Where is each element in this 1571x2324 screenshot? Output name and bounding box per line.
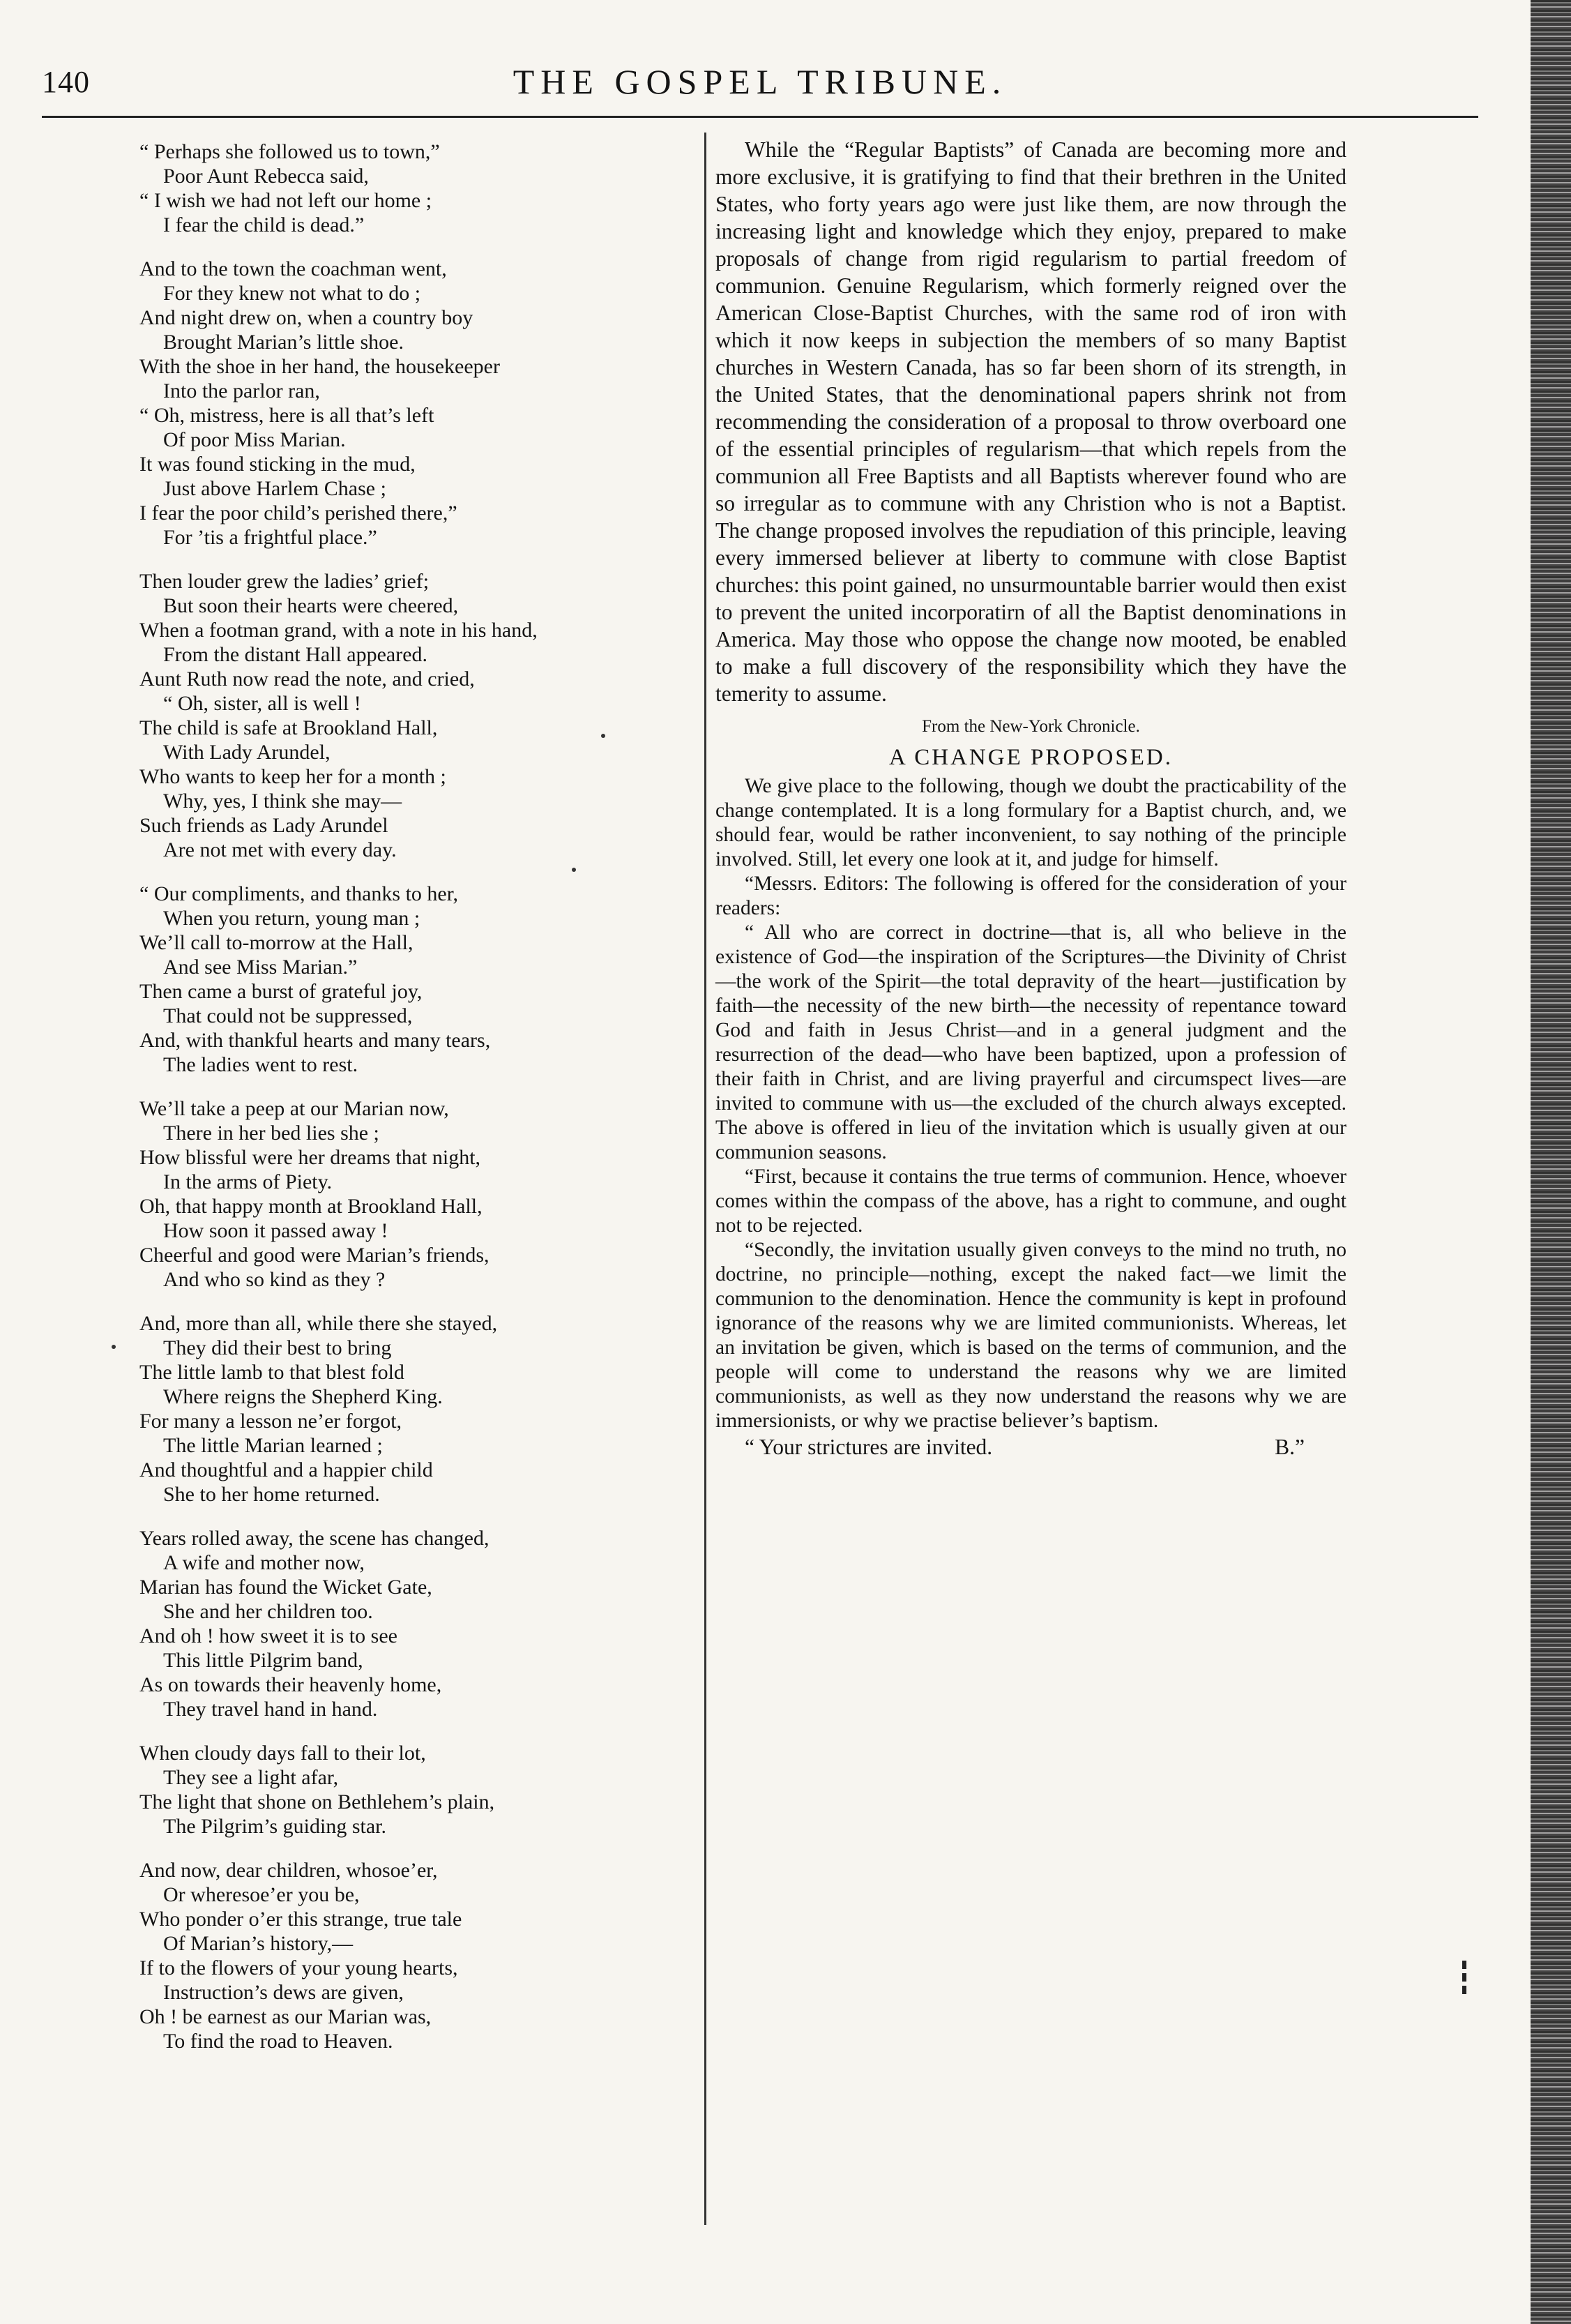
source-line: From the New-York Chronicle. [922,717,1140,736]
poem-line: The light that shone on Bethlehem’s plain, [139,1790,495,1813]
poem-line: This little Pilgrim band, [163,1649,363,1672]
poem-line: She and her children too. [163,1600,373,1623]
poem-line: And, with thankful hearts and many tears, [139,1029,491,1052]
poem-line: The child is safe at Brookland Hall, [139,716,438,739]
poem-line: Are not met with every day. [163,838,397,861]
poem-column [139,139,690,2073]
article-headline: A CHANGE PROPOSED. [889,745,1173,770]
article-paragraph: “First, because it contains the true terms of communion. Hence, whoever comes within the compass of the above, has a right to commune, and ought not to be rejected. [715,1165,1346,1237]
poem-line: The ladies went to rest. [163,1053,358,1076]
poem-line: Or wheresoe’er you be, [163,1883,360,1906]
poem-line: She to her home returned. [163,1483,380,1506]
closing-row [715,1433,1346,1461]
poem-line: Just above Harlem Chase ; [163,477,386,500]
poem-line: When you return, young man ; [163,907,420,930]
poem-line: How blissful were her dreams that night, [139,1146,481,1169]
poem-line: And to the town the coachman went, [139,257,447,280]
poem-line: The little Marian learned ; [163,1434,383,1457]
closing-line: “ Your strictures are invited. [745,1435,993,1459]
poem-line: From the distant Hall appeared. [163,643,428,666]
poem-line: I fear the poor child’s perished there,” [139,501,457,525]
print-speck [112,1345,116,1349]
poem-line: Cheerful and good were Marian’s friends, [139,1244,489,1267]
poem-stanza [139,569,690,862]
poem-line: The Pilgrim’s guiding star. [163,1815,386,1838]
poem-line: And who so kind as they ? [163,1268,386,1291]
article-body [715,774,1346,1433]
poem-line: We’ll take a peep at our Marian now, [139,1097,449,1120]
poem-line: I fear the child is dead.” [163,213,365,236]
poem-line: And see Miss Marian.” [163,956,358,979]
poem-line: “ Perhaps she followed us to town,” [139,140,440,163]
poem-stanza [139,882,690,1077]
poem-line: It was found sticking in the mud, [139,453,416,476]
newspaper-title: THE GOSPEL TRIBUNE. [513,62,1008,101]
poem-line: They see a light afar, [163,1766,339,1789]
signature: B.” [1275,1435,1305,1459]
poem-stanza [139,1526,690,1721]
column-divider [704,133,706,2225]
poem-line: Of Marian’s history,— [163,1932,354,1955]
article-paragraph: We give place to the following, though we doubt the practicability of the change contemplated. It is a long formulary for a Baptist church, and, we should fear, would be rather inconvenient, to say nothing of the principle involved. Still, let every one look at it, and judge for himself. [715,775,1346,870]
poem-line: Such friends as Lady Arundel [139,814,388,837]
header-rule [42,116,1478,118]
poem-line: As on towards their heavenly home, [139,1673,442,1696]
poem-line: That could not be suppressed, [163,1004,413,1027]
article-paragraph: “Secondly, the invitation usually given conveys to the mind no truth, no doctrine, no principle—nothing, except the naked fact—we limit the communion to the denomination. Hence the community is kept in profound ignorance of the reasons why we are limited communionists. Whereas, let an invitation be given, which is based on the terms of communion, and the people will come to understand the reasons why we are limited communionists, as well as they now understand the reasons why we are immersionists, or why we practise believer’s baptism. [715,1239,1346,1432]
poem-stanza [139,257,690,550]
poem-line: Why, yes, I think she may— [163,790,402,813]
scanned-page-edge [1531,0,1571,2324]
poem-line: For many a lesson ne’er forgot, [139,1410,402,1433]
poem-line: A wife and mother now, [163,1551,365,1574]
poem-line: Oh, that happy month at Brookland Hall, [139,1195,483,1218]
poem-stanza [139,1858,690,2053]
article-paragraph: “ All who are correct in doctrine—that is, all who believe in the existence of God—the inspiration of the Scriptures—the Divinity of Christ—the work of the Spirit—the total depravity of the heart—justification by faith—the necessity of the new birth—the necessity of repentance toward God and faith in Jesus Christ—and in a general judgment and the resurrection of the dead—who have been baptized, upon a profession of their faith in Christ, and are living prayerful and circumspect lives—are invited to commune with us—the excluded of the church always excepted. The above is offered in lieu of the invitation which is usually given at our communion seasons. [715,921,1346,1163]
poem-line: For they knew not what to do ; [163,282,421,305]
poem-line: In the arms of Piety. [163,1170,333,1193]
poem-line: Where reigns the Shepherd King. [163,1385,443,1408]
poem-line: Poor Aunt Rebecca said, [163,165,369,188]
poem-line: When cloudy days fall to their lot, [139,1742,426,1765]
poem-line: Then louder grew the ladies’ grief; [139,570,430,593]
poem-line: “ I wish we had not left our home ; [139,189,432,212]
poem-line: How soon it passed away ! [163,1219,388,1242]
poem-line: The little lamb to that blest fold [139,1361,404,1384]
poem-line: “ Oh, sister, all is well ! [163,692,361,715]
poem-line: With the shoe in her hand, the housekeeper [139,355,500,378]
poem-line: For ’tis a frightful place.” [163,526,377,549]
poem-line: Then came a burst of grateful joy, [139,980,423,1003]
poem-line: “ Oh, mistress, here is all that’s left [139,404,434,427]
intro-paragraph: While the “Regular Baptists” of Canada are becoming more and more exclusive, it is gratifying to find that their brethren in the United States, who forty years ago were just like them, are now through the increasing light and knowledge which they enjoy, prepared to make proposals of change from rigid regularism to partial freedom of communion. Genuine Regularism, which formerly reigned over the American Close-Baptist Churches, with the same rod of iron with which it now keeps in subjection the members of so many Baptist churches in Western Canada, has so far been shorn of its strength, in the United States, that the denominational papers shrink not from recommending the consideration of a proposal to throw overboard one of the essential principles of regularism—that which repels from the communion all Free Baptists and all Baptists wherever found who are so irregular as to commune with any Christion who is not a Baptist. The change proposed involves the repudiation of this principle, leaving every immersed believer at liberty to commune with close Baptist churches: this point gained, no unsurmountable barrier would then exist to prevent the united incorporatirn of all the Baptist denominations in America. May those who oppose the change now mooted, be enabled to make a full discovery of the responsibility which they have the temerity to assume. [715,137,1346,706]
poem-line: And oh ! how sweet it is to see [139,1624,397,1647]
poem-line: Oh ! be earnest as our Marian was, [139,2005,432,2028]
poem-line: They travel hand in hand. [163,1698,378,1721]
poem-line: Who ponder o’er this strange, true tale [139,1908,462,1931]
print-speck [572,868,576,872]
poem-line: And, more than all, while there she stayed, [139,1312,498,1335]
poem-line: Marian has found the Wicket Gate, [139,1576,432,1599]
poem-stanza [139,1096,690,1292]
article-column [715,136,1346,1461]
page-header [42,57,1478,113]
poem-line: Brought Marian’s little shoe. [163,331,404,354]
poem-line: And thoughtful and a happier child [139,1458,433,1481]
poem-line: When a footman grand, with a note in his hand, [139,619,538,642]
poem-line: There in her bed lies she ; [163,1122,379,1145]
poem-line: We’ll call to-morrow at the Hall, [139,931,413,954]
margin-mark [1461,1956,1468,2005]
poem-line: “ Our compliments, and thanks to her, [139,882,459,905]
poem-line: To find the road to Heaven. [163,2030,393,2053]
print-speck [601,734,605,738]
poem-line: And now, dear children, whosoe’er, [139,1859,438,1882]
poem-stanza [139,139,690,237]
poem-line: And night drew on, when a country boy [139,306,473,329]
poem-stanza [139,1311,690,1507]
poem-line: Of poor Miss Marian. [163,428,346,451]
poem-line: If to the flowers of your young hearts, [139,1956,458,1979]
poem-line: Into the parlor ran, [163,379,320,402]
poem-line: Instruction’s dews are given, [163,1981,404,2004]
poem-line: With Lady Arundel, [163,741,331,764]
poem-line: Years rolled away, the scene has changed, [139,1527,489,1550]
poem-line: Aunt Ruth now read the note, and cried, [139,667,475,691]
page-number: 140 [42,65,90,99]
poem-stanza [139,1741,690,1839]
poem-line: They did their best to bring [163,1336,392,1359]
poem-line: Who wants to keep her for a month ; [139,765,446,788]
article-paragraph: “Messrs. Editors: The following is offered for the consideration of your readers: [715,873,1346,919]
poem-line: But soon their hearts were cheered, [163,594,459,617]
